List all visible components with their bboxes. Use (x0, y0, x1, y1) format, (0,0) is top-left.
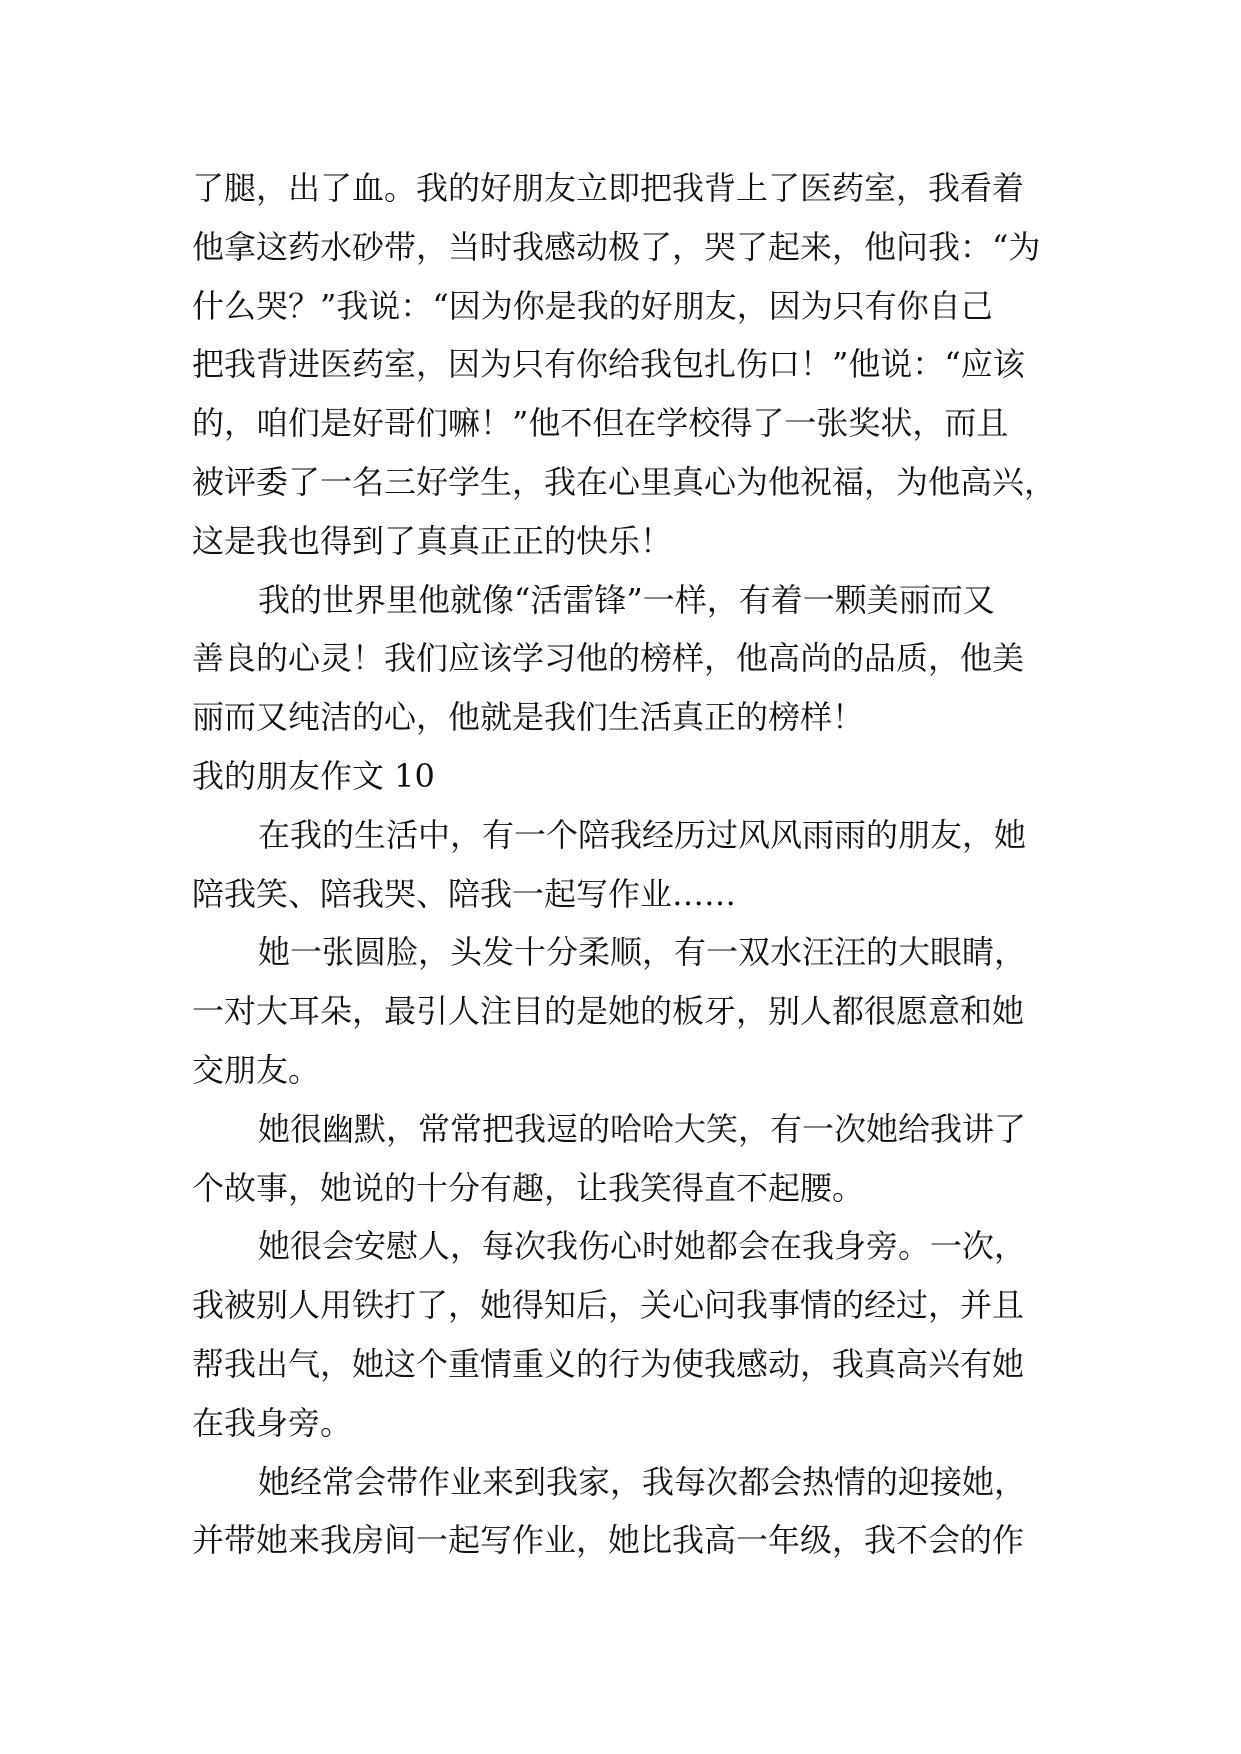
text-line: 把我背进医药室，因为只有你给我包扎伤口！”他说：“应该 (192, 345, 1025, 384)
text-line: 她很幽默，常常把我逗的哈哈大笑，有一次她给我讲了 (258, 1109, 1027, 1148)
text-line: 交朋友。 (192, 1050, 321, 1089)
text-line: 帮我出气，她这个重情重义的行为使我感动，我真高兴有她 (192, 1344, 1025, 1383)
text-line: 善良的心灵！我们应该学习他的榜样，他高尚的品质，他美 (192, 639, 1025, 678)
text-line: 陪我笑、陪我哭、陪我一起写作业…… (192, 874, 737, 913)
text-line: 这是我也得到了真真正正的快乐！ (192, 521, 673, 560)
text-line: 的，咱们是好哥们嘛！”他不但在学校得了一张奖状，而且 (192, 404, 1009, 443)
text-line: 他拿这药水砂带，当时我感动极了，哭了起来，他问我：“为 (192, 227, 1041, 266)
text-line: 她很会安慰人，每次我伤心时她都会在我身旁。一次， (258, 1227, 1027, 1266)
section-heading: 我的朋友作文 10 (192, 756, 435, 795)
text-line: 在我身旁。 (192, 1403, 353, 1442)
text-line: 丽而又纯洁的心，他就是我们生活真正的榜样！ (192, 698, 865, 737)
text-line: 我被别人用铁打了，她得知后，关心问我事情的经过，并且 (192, 1286, 1025, 1325)
text-line: 一对大耳朵，最引人注目的是她的板牙，别人都很愿意和她 (192, 992, 1025, 1031)
document-body (192, 159, 1057, 1570)
text-line: 她经常会带作业来到我家，我每次都会热情的迎接她， (258, 1462, 1027, 1501)
text-line: 个故事，她说的十分有趣，让我笑得直不起腰。 (192, 1168, 865, 1207)
text-line: 在我的生活中，有一个陪我经历过风风雨雨的朋友，她 (258, 815, 1027, 854)
text-line: 并带她来我房间一起写作业，她比我高一年级，我不会的作 (192, 1521, 1025, 1560)
text-line: 了腿，出了血。我的好朋友立即把我背上了医药室，我看着 (192, 169, 1025, 207)
text-line: 被评委了一名三好学生，我在心里真心为他祝福，为他高兴， (192, 462, 1057, 501)
text-line: 什么哭？”我说：“因为你是我的好朋友，因为只有你自己 (192, 286, 993, 325)
text-line: 我的世界里他就像“活雷锋”一样，有着一颗美丽而又 (258, 580, 995, 619)
text-line: 她一张圆脸，头发十分柔顺，有一双水汪汪的大眼睛， (258, 933, 1027, 972)
